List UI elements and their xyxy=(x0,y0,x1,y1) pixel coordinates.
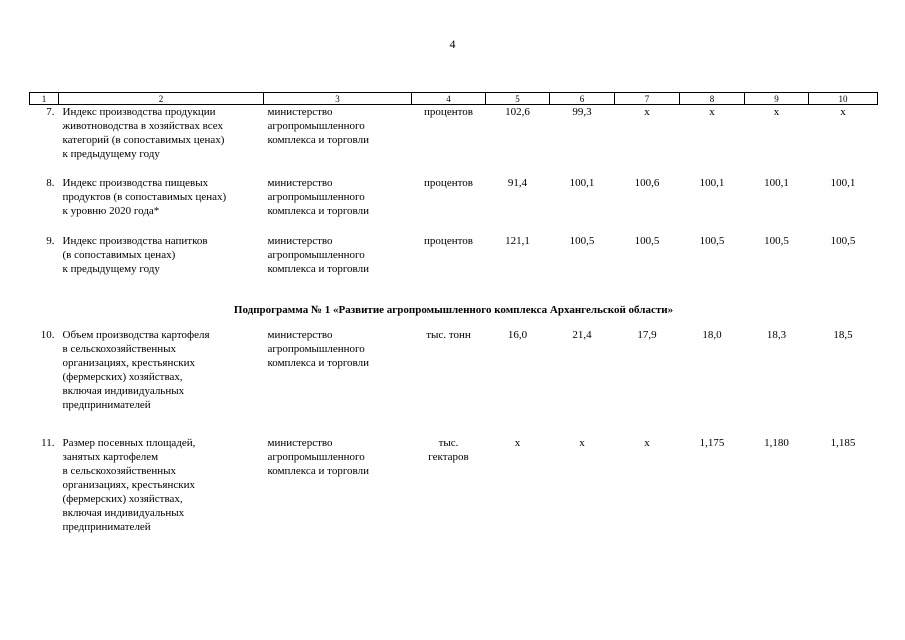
unit-of-measure xyxy=(412,436,486,536)
table-row xyxy=(30,328,878,436)
indicator-value: 18,0 xyxy=(702,328,722,341)
indicator-name-line: животноводства в хозяйствах всех xyxy=(62,120,223,132)
unit-line: тыс. xyxy=(438,436,459,449)
unit-of-measure xyxy=(412,176,486,234)
responsible-org xyxy=(264,234,412,292)
indicator-name-line: предпринимателей xyxy=(62,398,151,411)
responsible-org-line: комплекса и торговли xyxy=(267,356,369,369)
section-body xyxy=(30,292,878,328)
unit-of-measure xyxy=(412,105,486,176)
indicator-value: 17,9 xyxy=(637,328,657,341)
indicator-name xyxy=(59,328,264,436)
indicator-name-line: Размер посевных площадей, xyxy=(62,436,196,449)
indicator-value: 100,5 xyxy=(699,234,725,247)
indicator-value: 100,5 xyxy=(634,234,660,247)
section-title: Подпрограмма № 1 «Развитие агропромышленного комплекса Архангельской области» xyxy=(233,303,674,316)
unit-line: процентов xyxy=(424,234,473,247)
indicator-value: 121,1 xyxy=(505,234,530,247)
column-number: 1 xyxy=(30,93,59,105)
indicator-value: 100,6 xyxy=(634,176,660,189)
unit-line: гектаров xyxy=(428,450,469,463)
column-number: 10 xyxy=(809,93,878,105)
responsible-org-line: комплекса и торговли xyxy=(267,262,369,275)
table-row xyxy=(30,105,878,176)
unit-line: тыс. тонн xyxy=(426,328,471,341)
table-row xyxy=(30,436,878,536)
responsible-org-line: комплекса и торговли xyxy=(267,204,369,217)
indicator-name-line: Объем производства картофеля xyxy=(62,328,210,341)
indicator-name-line: в сельскохозяйственных xyxy=(62,464,176,477)
indicator-name-line: (фермерских) хозяйствах, xyxy=(62,370,183,383)
indicator-value: 102,6 xyxy=(505,106,530,118)
indicator-name-line: категорий (в сопоставимых ценах) xyxy=(62,134,225,146)
indicator-name xyxy=(59,105,264,176)
indicator-value: 100,1 xyxy=(764,176,789,189)
indicator-name-line: организациях, крестьянских xyxy=(62,478,195,491)
responsible-org-line: министерство xyxy=(267,436,333,449)
responsible-org-line: министерство xyxy=(267,234,333,247)
indicator-name-line: Индекс производства напитков xyxy=(62,234,208,247)
indicator-value: х xyxy=(579,436,585,449)
column-number: 3 xyxy=(264,93,412,105)
responsible-org-line: агропромышленного xyxy=(267,248,365,261)
indicator-name-line: (в сопоставимых ценах) xyxy=(62,248,176,261)
row-number: 7. xyxy=(46,106,55,118)
indicator-name-line: включая индивидуальных xyxy=(62,384,185,397)
indicator-value: 99,3 xyxy=(572,106,592,118)
indicator-name xyxy=(59,436,264,536)
responsible-org xyxy=(264,105,412,176)
responsible-org-line: комплекса и торговли xyxy=(267,134,369,146)
column-number: 5 xyxy=(486,93,550,105)
column-numbers-row xyxy=(30,93,878,105)
indicator-value: 100,5 xyxy=(764,234,789,247)
indicator-value: 21,4 xyxy=(572,328,592,341)
column-number: 8 xyxy=(680,93,745,105)
column-number: 4 xyxy=(412,93,486,105)
indicator-value: 100,1 xyxy=(699,176,725,189)
table-body-top xyxy=(30,105,878,292)
indicator-name-line: занятых картофелем xyxy=(62,450,159,463)
indicator-value: 91,4 xyxy=(507,176,528,189)
indicator-name-line: предпринимателей xyxy=(62,520,151,533)
responsible-org-line: агропромышленного xyxy=(267,120,365,132)
indicator-name-line: Индекс производства продукции xyxy=(62,106,216,118)
responsible-org xyxy=(264,328,412,436)
table-body-bottom xyxy=(30,328,878,536)
indicator-name-line: Индекс производства пищевых xyxy=(62,176,209,189)
responsible-org xyxy=(264,176,412,234)
indicator-value: х xyxy=(644,106,650,118)
responsible-org-line: комплекса и торговли xyxy=(267,464,369,477)
unit-of-measure xyxy=(412,328,486,436)
responsible-org xyxy=(264,436,412,536)
responsible-org-line: агропромышленного xyxy=(267,342,365,355)
row-number: 10. xyxy=(40,328,55,341)
table-row xyxy=(30,234,878,292)
unit-line: процентов xyxy=(424,176,473,189)
row-number: 11. xyxy=(41,436,55,449)
indicator-value: х xyxy=(514,436,521,449)
indicator-name xyxy=(59,234,264,292)
indicators-table xyxy=(29,92,878,536)
indicator-name-line: к предыдущему году xyxy=(62,148,160,160)
indicator-name-line: организациях, крестьянских xyxy=(62,356,195,369)
indicator-value: 100,1 xyxy=(569,176,595,189)
indicator-value: 100,5 xyxy=(569,234,595,247)
indicator-value: х xyxy=(644,436,650,449)
column-number: 9 xyxy=(745,93,809,105)
indicator-name-line: (фермерских) хозяйствах, xyxy=(62,492,183,505)
table-row xyxy=(30,176,878,234)
indicator-value: 100,1 xyxy=(830,176,856,189)
indicator-value: 1,185 xyxy=(830,436,856,449)
responsible-org-line: министерство xyxy=(267,106,333,118)
indicator-value: 1,175 xyxy=(699,436,725,449)
column-number: 2 xyxy=(59,93,264,105)
responsible-org-line: агропромышленного xyxy=(267,190,365,203)
indicator-value: 16,0 xyxy=(507,328,528,341)
indicator-value: х xyxy=(709,106,715,118)
responsible-org-line: министерство xyxy=(267,328,333,341)
indicator-value: х xyxy=(773,106,780,118)
indicator-name-line: продуктов (в сопоставимых ценах) xyxy=(62,190,227,203)
indicator-value: 100,5 xyxy=(830,234,856,247)
row-number: 9. xyxy=(46,234,55,247)
indicator-value: 18,3 xyxy=(766,328,787,341)
indicator-name xyxy=(59,176,264,234)
indicator-value: 1,180 xyxy=(764,436,789,449)
indicator-value: 18,5 xyxy=(833,328,853,341)
responsible-org-line: министерство xyxy=(267,176,333,189)
unit-line: процентов xyxy=(424,106,473,118)
indicator-name-line: в сельскохозяйственных xyxy=(62,342,176,355)
row-number: 8. xyxy=(46,176,55,189)
indicator-value: х xyxy=(840,106,846,118)
unit-of-measure xyxy=(412,234,486,292)
responsible-org-line: агропромышленного xyxy=(267,450,365,463)
column-number: 6 xyxy=(550,93,615,105)
indicator-name-line: включая индивидуальных xyxy=(62,506,185,519)
indicator-name-line: к предыдущему году xyxy=(62,262,160,275)
column-number: 7 xyxy=(615,93,680,105)
indicator-name-line: к уровню 2020 года* xyxy=(62,204,160,217)
page-number: 4 xyxy=(449,37,456,51)
